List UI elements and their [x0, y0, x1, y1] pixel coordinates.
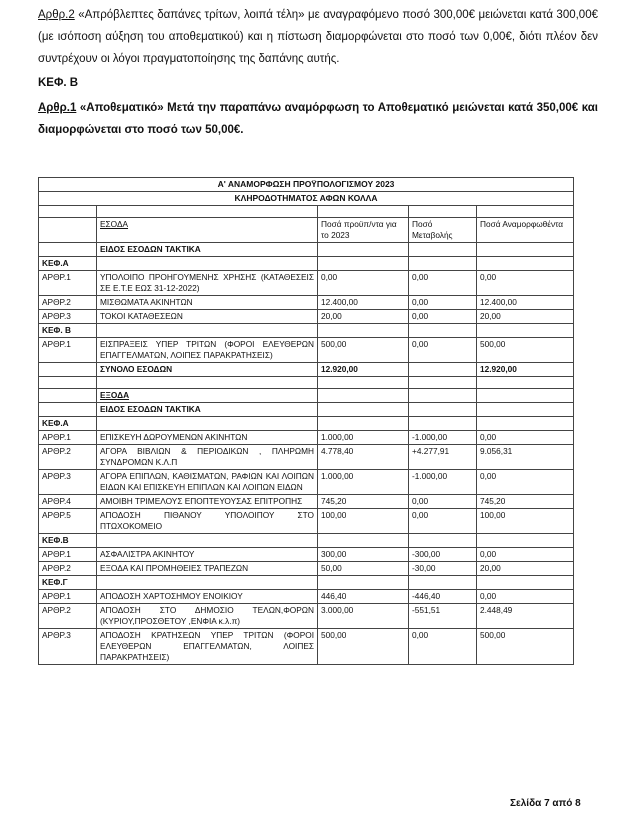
row-revised: 9.056,31 [477, 445, 574, 470]
row-code: ΑΡΘΡ.1 [39, 548, 97, 562]
row-revised: 100,00 [477, 509, 574, 534]
row-budget: 4.778,40 [318, 445, 409, 470]
empty-cell [39, 389, 97, 403]
row-revised: 500,00 [477, 338, 574, 363]
row-description: ΤΟΚΟΙ ΚΑΤΑΘΕΣΕΩΝ [97, 310, 318, 324]
row-description [97, 576, 318, 590]
spacer-row [39, 206, 574, 218]
col-header-desc: ΕΣΟΔΑ [97, 218, 318, 243]
row-change: -446,40 [409, 590, 477, 604]
row-code: ΑΡΘΡ.1 [39, 590, 97, 604]
table-row [39, 257, 574, 271]
row-description: ΑΠΟΔΟΣΗ ΠΙΘΑΝΟΥ ΥΠΟΛΟΙΠΟΥ ΣΤΟ ΠΤΩΧΟΚΟΜΕΙΟ [97, 509, 318, 534]
row-budget: 500,00 [318, 629, 409, 665]
row-budget: 50,00 [318, 562, 409, 576]
row-revised [477, 324, 574, 338]
row-budget: 100,00 [318, 509, 409, 534]
row-change: 0,00 [409, 509, 477, 534]
table-row [39, 310, 574, 324]
row-change: 0,00 [409, 629, 477, 665]
row-budget: 446,40 [318, 590, 409, 604]
row-change: -30,00 [409, 562, 477, 576]
row-revised: 0,00 [477, 548, 574, 562]
row-revised: 500,00 [477, 629, 574, 665]
row-code: ΑΡΘΡ.2 [39, 445, 97, 470]
row-code: ΑΡΘΡ.3 [39, 470, 97, 495]
row-revised [477, 576, 574, 590]
row-change: -300,00 [409, 548, 477, 562]
table-row [39, 296, 574, 310]
row-change [409, 576, 477, 590]
empty-cell [477, 389, 574, 403]
empty-cell [318, 389, 409, 403]
row-revised: 2.448,49 [477, 604, 574, 629]
row-description: ΑΓΟΡΑ ΒΙΒΛΙΩΝ & ΠΕΡΙΟΔΙΚΩΝ , ΠΛΗΡΩΜΗ ΣΥΝΔΡΟΜΩΝ Κ.Λ.Π [97, 445, 318, 470]
spacer-row [39, 377, 574, 389]
row-revised: 745,20 [477, 495, 574, 509]
row-code: ΚΕΦ.Γ [39, 576, 97, 590]
row-code: ΑΡΘΡ.2 [39, 562, 97, 576]
total-budget: 12.920,00 [318, 363, 409, 377]
row-budget: 500,00 [318, 338, 409, 363]
row-change: -551,51 [409, 604, 477, 629]
row-budget: 300,00 [318, 548, 409, 562]
table-row [39, 324, 574, 338]
col-header-budget: Ποσά προϋπ/ντα για το 2023 [318, 218, 409, 243]
row-code: ΑΡΘΡ.3 [39, 629, 97, 665]
table-row [39, 562, 574, 576]
row-description: ΕΞΟΔΑ ΚΑΙ ΠΡΟΜΗΘΕΙΕΣ ΤΡΑΠΕΖΩΝ [97, 562, 318, 576]
empty-cell [97, 377, 318, 389]
paragraph-text: «Απρόβλεπτες δαπάνες τρίτων, λοιπά τέλη» με αναγραφόμενο ποσό 300,00€ μειώνεται κατά 300,00€ (με ισόποση αύξηση του αποθεματικού) και η πίστωση διαμορφώνεται στο ποσό των 0,00€, διότι πλέον δεν συντρέχουν οι λόγοι πραγματοποίησης της δαπάνης αυτής. [38, 9, 598, 65]
row-revised [477, 534, 574, 548]
income-total-row [39, 363, 574, 377]
column-header-row [39, 218, 574, 243]
row-description: ΑΓΟΡΑ ΕΠΙΠΛΩΝ, ΚΑΘΙΣΜΑΤΩΝ, ΡΑΦΙΩΝ ΚΑΙ ΛΟΙΠΩΝ ΕΙΔΩΝ ΚΑΙ ΕΠΙΣΚΕΥΗ ΕΠΙΠΛΩΝ ΚΑΙ ΛΟΙΠΩΝ ΕΙΔΩΝ [97, 470, 318, 495]
row-change: 0,00 [409, 338, 477, 363]
row-description [97, 257, 318, 271]
article-ref: Αρθρ.1 [38, 102, 77, 114]
row-change: -1.000,00 [409, 470, 477, 495]
row-description: ΥΠΟΛΟΙΠΟ ΠΡΟΗΓΟΥΜΕΝΗΣ ΧΡΗΣΗΣ (ΚΑΤΑΘΕΣΕΙΣ ΣΕ Ε.Τ.Ε ΕΩΣ 31-12-2022) [97, 271, 318, 296]
table-row [39, 338, 574, 363]
row-code: ΑΡΘΡ.2 [39, 604, 97, 629]
table-row [39, 534, 574, 548]
total-label: ΣΥΝΟΛΟ ΕΣΟΔΩΝ [97, 363, 318, 377]
paragraph-article-1 [38, 97, 598, 141]
empty-cell [318, 403, 409, 417]
row-revised: 0,00 [477, 470, 574, 495]
row-code: ΑΡΘΡ.1 [39, 431, 97, 445]
empty-cell [409, 389, 477, 403]
row-budget: 12.400,00 [318, 296, 409, 310]
row-code: ΑΡΘΡ.3 [39, 310, 97, 324]
table-row [39, 431, 574, 445]
row-budget [318, 417, 409, 431]
row-revised: 12.400,00 [477, 296, 574, 310]
col-header-change: Ποσό Μεταβολής [409, 218, 477, 243]
col-header-revised: Ποσά Αναμορφωθέντα [477, 218, 574, 243]
total-code [39, 363, 97, 377]
row-description: ΑΠΟΔΟΣΗ ΧΑΡΤΟΣΗΜΟΥ ΕΝΟΙΚΙΟΥ [97, 590, 318, 604]
expense-title: ΕΞΟΔΑ [97, 389, 318, 403]
budget-table [38, 177, 574, 665]
row-code: ΑΡΘΡ.4 [39, 495, 97, 509]
chapter-heading: ΚΕΦ. Β [38, 77, 79, 89]
table-row [39, 445, 574, 470]
row-description: ΑΠΟΔΟΣΗ ΚΡΑΤΗΣΕΩΝ ΥΠΕΡ ΤΡΙΤΩΝ (ΦΟΡΟΙ ΕΛΕΥΘΕΡΩΝ ΕΠΑΓΓΕΛΜΑΤΩΝ, ΛΟΙΠΕΣ ΠΑΡΑΚΡΑΤΗΣΕΙΣ) [97, 629, 318, 665]
table-row [39, 495, 574, 509]
table-row [39, 548, 574, 562]
paragraph-article-2 [38, 4, 598, 70]
expense-type-row [39, 403, 574, 417]
article-ref: Αρθρ.2 [38, 9, 75, 21]
row-change [409, 324, 477, 338]
row-revised: 0,00 [477, 431, 574, 445]
table-title: Α' ΑΝΑΜΟΡΦΩΣΗ ΠΡΟΫΠΟΛΟΓΙΣΜΟΥ 2023 [39, 178, 574, 192]
row-code: ΑΡΘΡ.5 [39, 509, 97, 534]
row-description: ΕΠΙΣΚΕΥΗ ΔΩΡΟΥΜΕΝΩΝ ΑΚΙΝΗΤΩΝ [97, 431, 318, 445]
row-budget [318, 576, 409, 590]
row-code: ΑΡΘΡ.1 [39, 338, 97, 363]
income-type: ΕΙΔΟΣ ΕΣΟΔΩΝ ΤΑΚΤΙΚΑ [97, 243, 318, 257]
row-change: +4.277,91 [409, 445, 477, 470]
empty-cell [477, 377, 574, 389]
table-row [39, 604, 574, 629]
row-description: ΜΙΣΘΩΜΑΤΑ ΑΚΙΝΗΤΩΝ [97, 296, 318, 310]
table-title-row [39, 178, 574, 192]
table-row [39, 509, 574, 534]
row-code: ΚΕΦ.Β [39, 534, 97, 548]
row-description: ΑΜΟΙΒΗ ΤΡΙΜΕΛΟΥΣ ΕΠΟΠΤΕΥΟΥΣΑΣ ΕΠΙΤΡΟΠΗΣ [97, 495, 318, 509]
total-change [409, 363, 477, 377]
expense-type: ΕΙΔΟΣ ΕΣΟΔΩΝ ΤΑΚΤΙΚΑ [97, 403, 318, 417]
row-revised: 20,00 [477, 562, 574, 576]
row-budget [318, 257, 409, 271]
row-description [97, 324, 318, 338]
row-description: ΑΣΦΑΛΙΣΤΡΑ ΑΚΙΝΗΤΟΥ [97, 548, 318, 562]
table-row [39, 629, 574, 665]
row-description [97, 417, 318, 431]
row-budget [318, 324, 409, 338]
empty-cell [409, 377, 477, 389]
expense-title-row [39, 389, 574, 403]
row-code: ΑΡΘΡ.2 [39, 296, 97, 310]
row-description: ΕΙΣΠΡΑΞΕΙΣ ΥΠΕΡ ΤΡΙΤΩΝ (ΦΟΡΟΙ ΕΛΕΥΘΕΡΩΝ ΕΠΑΓΓΕΛΜΑΤΩΝ, ΛΟΙΠΕΣ ΠΑΡΑΚΡΑΤΗΣΕΙΣ) [97, 338, 318, 363]
row-change [409, 534, 477, 548]
row-change: 0,00 [409, 296, 477, 310]
row-description: ΑΠΟΔΟΣΗ ΣΤΟ ΔΗΜΟΣΙΟ ΤΕΛΩΝ,ΦΟΡΩΝ (ΚΥΡΙΟΥ,ΠΡΟΣΘΕΤΟΥ ,ΕΝΦΙΑ κ.λ.π) [97, 604, 318, 629]
row-budget: 1.000,00 [318, 470, 409, 495]
row-revised: 20,00 [477, 310, 574, 324]
empty-cell [39, 377, 97, 389]
page-number: Σελίδα 7 από 8 [510, 798, 581, 809]
table-row [39, 590, 574, 604]
row-budget [318, 534, 409, 548]
row-change: 0,00 [409, 271, 477, 296]
row-code: ΑΡΘΡ.1 [39, 271, 97, 296]
table-row [39, 576, 574, 590]
row-code: ΚΕΦ.Α [39, 417, 97, 431]
row-revised [477, 257, 574, 271]
row-change [409, 257, 477, 271]
row-budget: 3.000,00 [318, 604, 409, 629]
table-subtitle: ΚΛΗΡΟΔΟΤΗΜΑΤΟΣ ΑΦΩΝ ΚΟΛΛΑ [39, 192, 574, 206]
row-change: 0,00 [409, 495, 477, 509]
row-revised [477, 417, 574, 431]
empty-cell [409, 403, 477, 417]
row-code: ΚΕΦ. Β [39, 324, 97, 338]
row-change [409, 417, 477, 431]
row-budget: 1.000,00 [318, 431, 409, 445]
row-budget: 0,00 [318, 271, 409, 296]
table-row [39, 470, 574, 495]
row-change: 0,00 [409, 310, 477, 324]
row-description [97, 534, 318, 548]
table-row [39, 417, 574, 431]
row-revised: 0,00 [477, 590, 574, 604]
empty-cell [39, 403, 97, 417]
row-revised: 0,00 [477, 271, 574, 296]
empty-cell [318, 377, 409, 389]
row-code: ΚΕΦ.Α [39, 257, 97, 271]
row-budget: 20,00 [318, 310, 409, 324]
row-change: -1.000,00 [409, 431, 477, 445]
row-budget: 745,20 [318, 495, 409, 509]
budget-table-body [39, 178, 574, 665]
table-row [39, 271, 574, 296]
empty-cell [477, 403, 574, 417]
total-revised: 12.920,00 [477, 363, 574, 377]
paragraph-text: «Αποθεματικό» Μετά την παραπάνω αναμόρφωση το Αποθεματικό μειώνεται κατά 350,00€ και διαμορφώνεται στο ποσό των 50,00€. [38, 102, 598, 136]
income-type-row [39, 243, 574, 257]
table-subtitle-row [39, 192, 574, 206]
